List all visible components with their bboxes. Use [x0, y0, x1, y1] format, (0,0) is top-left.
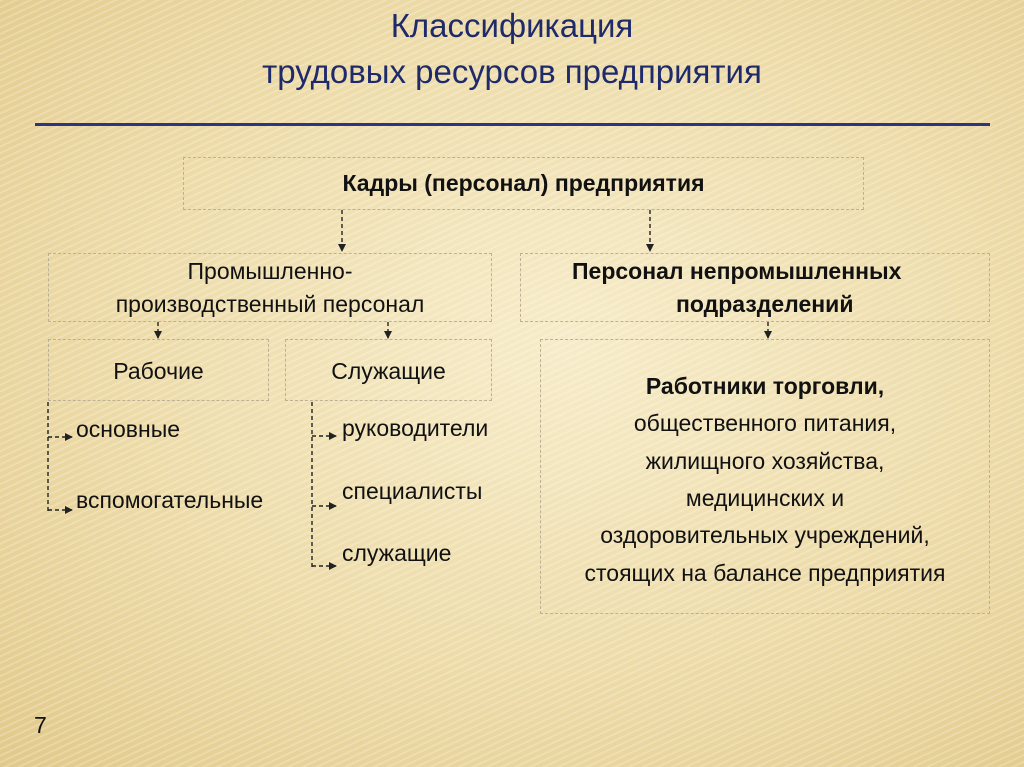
- workers-item-auxiliary: вспомогательные: [76, 487, 264, 513]
- nonindustrial-line-3: медицинских и: [685, 485, 845, 511]
- nonindustrial-line-2: жилищного хозяйства,: [645, 448, 885, 474]
- employees-box-label: Служащие: [331, 358, 446, 384]
- employees-item-specialists: специалисты: [342, 478, 483, 504]
- nonindustrial-line-4: оздоровительных учреждений,: [600, 522, 930, 548]
- page-number: 7: [34, 712, 47, 738]
- nonindustrial-bold-line: Работники торговли,: [645, 373, 885, 399]
- nonindustrial-line-5: стоящих на балансе предприятия: [584, 560, 946, 586]
- employees-item-clerks: служащие: [342, 540, 452, 566]
- nonindustrial-line-1: общественного питания,: [633, 410, 897, 436]
- nonindustrial-personnel-line2: подразделений: [676, 291, 854, 317]
- workers-box-label: Рабочие: [113, 358, 204, 384]
- workers-item-main: основные: [76, 416, 181, 442]
- industrial-personnel-line2: производственный персонал: [115, 291, 425, 317]
- slide-title-line2: трудовых ресурсов предприятия: [262, 53, 762, 90]
- nonindustrial-personnel-line1: Персонал непромышленных: [572, 258, 902, 284]
- top-box-label: Кадры (персонал) предприятия: [342, 170, 705, 196]
- industrial-personnel-line1: Промышленно-: [187, 258, 353, 284]
- slide-title-line1: Классификация: [390, 7, 634, 44]
- employees-item-managers: руководители: [342, 415, 489, 441]
